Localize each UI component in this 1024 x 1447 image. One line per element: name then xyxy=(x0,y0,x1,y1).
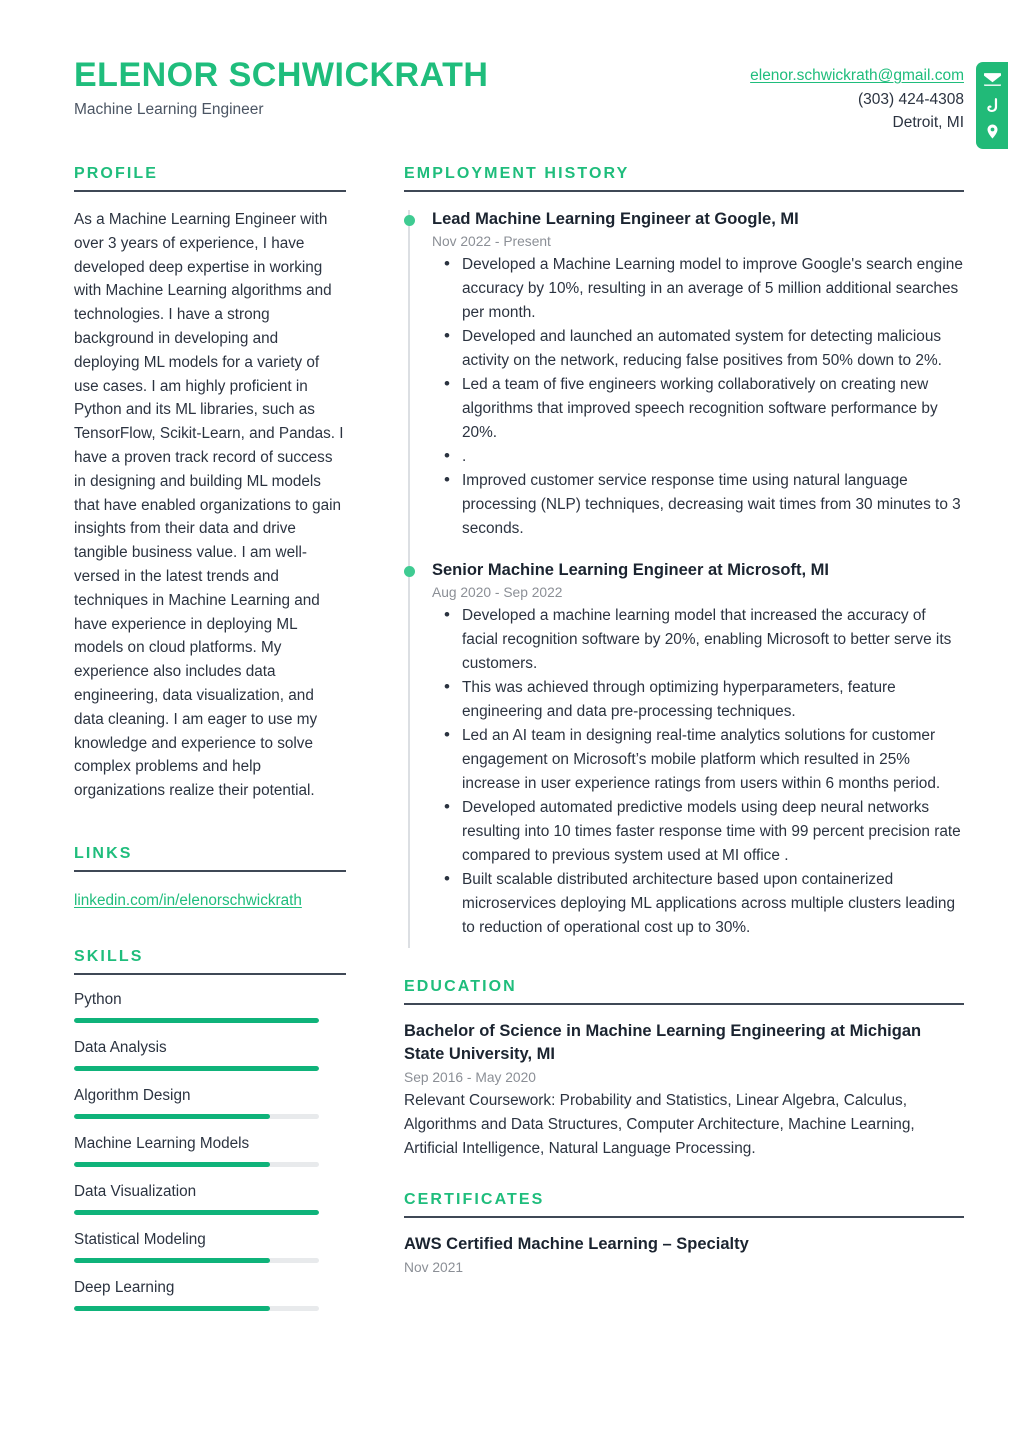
skill-item xyxy=(74,1181,346,1215)
education-degree: Bachelor of Science in Machine Learning Engineering at Michigan State University, MI xyxy=(404,1022,922,1063)
section-divider xyxy=(74,870,346,872)
list-item: • Led a team of five engineers working collaboratively on creating new algorithms that improved speech recognition software performance by 20%. xyxy=(432,373,964,445)
contact-lines xyxy=(750,62,976,135)
list-item: • Led an AI team in designing real-time analytics solutions for customer engagement on Microsoft’s mobile platform which resulted in 25% increase in user experience ratings from users within 6 months period. xyxy=(432,724,964,796)
skill-label: Data Visualization xyxy=(74,1182,197,1200)
spacer xyxy=(404,1161,964,1191)
skill-item xyxy=(74,1133,346,1167)
skill-bar-fill xyxy=(74,1306,270,1311)
skill-item xyxy=(74,1085,346,1119)
list-item: • . xyxy=(432,445,964,469)
skill-bar-fill xyxy=(74,1066,319,1071)
skill-label: Python xyxy=(74,990,122,1008)
list-item: • Developed a machine learning model that increased the accuracy of facial recognition software by 20%, enabling Microsoft to better serve its customers. xyxy=(432,604,964,676)
section-divider xyxy=(74,973,346,975)
list-item: • Developed a Machine Learning model to improve Google's search engine accuracy by 10%, resulting in an average of 5 million additional searches per month. xyxy=(432,253,964,325)
skill-bar-fill xyxy=(74,1162,270,1167)
skill-bar-fill xyxy=(74,1210,319,1215)
employment-title: Senior Machine Learning Engineer at Microsoft, MI xyxy=(432,561,829,579)
list-item: • Developed automated predictive models using deep neural networks resulting into 10 times faster response time with 99 percent precision rate compared to previous system used at MI office . xyxy=(432,796,964,868)
section-heading-education: EDUCATION xyxy=(404,978,517,995)
education-coursework: Relevant Coursework: Probability and Statistics, Linear Algebra, Calculus, Algorithms and Data Structures, Computer Architecture, Machine Learning, Artificial Intelligence, Natural Language Processing. xyxy=(404,1092,915,1157)
skill-label: Statistical Modeling xyxy=(74,1230,206,1248)
section-profile xyxy=(74,165,346,803)
skill-item xyxy=(74,1229,346,1263)
skill-bar-track xyxy=(74,1258,319,1263)
contact-icon-rail xyxy=(976,62,1008,149)
profile-summary-text: As a Machine Learning Engineer with over 3 years of experience, I have developed deep expertise in working with Machine Learning algorithms and technologies. I have a strong background in developing and deploying ML models for a variety of use cases. I am highly proficient in Python and its ML libraries, such as TensorFlow, Scikit-Learn, and Pandas. I have a proven track record of success in designing and building ML models that have enabled organizations to gain insights from their data and drive tangible business value. I am well-versed in the latest trends and techniques in Machine Learning and have experience in deploying ML models on cloud platforms. My experience also includes data engineering, data visualization, and data cleaning. I am eager to use my knowledge and experience to solve complex problems and help organizations realize their potential. xyxy=(74,211,344,800)
name-block xyxy=(74,58,488,119)
skill-bar-track xyxy=(74,1018,319,1023)
employment-dates: Nov 2022 - Present xyxy=(432,234,551,249)
section-heading-links: LINKS xyxy=(74,844,133,862)
contact-email[interactable]: elenor.schwickrath@gmail.com xyxy=(750,67,964,84)
section-heading-employment: EMPLOYMENT HISTORY xyxy=(404,165,630,182)
envelope-icon xyxy=(981,69,1003,89)
employment-dates: Aug 2020 - Sep 2022 xyxy=(432,585,563,600)
employment-bullet-list xyxy=(432,253,964,541)
list-item: • Improved customer service response time using natural language processing (NLP) techniques, decreasing wait times from 30 minutes to 3 seconds. xyxy=(432,469,964,541)
section-heading-certificates: CERTIFICATES xyxy=(404,1191,545,1208)
education-dates: Sep 2016 - May 2020 xyxy=(404,1070,536,1085)
certificate-date: Nov 2021 xyxy=(404,1260,464,1275)
skill-bar-track xyxy=(74,1162,319,1167)
skill-bar-track xyxy=(74,1066,319,1071)
skill-bar-track xyxy=(74,1306,319,1311)
link-item-linkedin[interactable]: linkedin.com/in/elenorschwickrath xyxy=(74,891,302,909)
employment-title: Lead Machine Learning Engineer at Google, MI xyxy=(432,210,799,228)
section-divider xyxy=(404,190,964,192)
certificate-entry xyxy=(404,1233,964,1275)
skill-bar-track xyxy=(74,1210,319,1215)
section-employment-history xyxy=(404,165,964,948)
page-title: ELENOR SCHWICKRATH xyxy=(74,56,489,94)
skill-item xyxy=(74,989,346,1023)
timeline-dot-icon xyxy=(404,215,415,226)
spacer xyxy=(74,912,346,948)
employment-timeline xyxy=(404,208,964,948)
resume-body xyxy=(0,165,1024,1311)
list-item: • Built scalable distributed architecture based upon containerized microservices deploying ML applications across multiple clusters leading to reduction of operational cost up to 30%. xyxy=(432,868,964,940)
section-heading-profile: PROFILE xyxy=(74,165,159,182)
section-education xyxy=(404,978,964,1161)
list-item: • This was achieved through optimizing hyperparameters, feature engineering and data pre-processing techniques. xyxy=(432,676,964,724)
resume-header xyxy=(0,0,1024,165)
main-column xyxy=(346,165,964,1275)
skill-label: Algorithm Design xyxy=(74,1086,191,1104)
section-links xyxy=(74,845,346,912)
contact-block xyxy=(750,62,964,149)
skill-label: Deep Learning xyxy=(74,1278,175,1296)
timeline-dot-icon xyxy=(404,566,415,577)
list-item: • Developed and launched an automated system for detecting malicious activity on the network, reducing false positives from 50% down to 2%. xyxy=(432,325,964,373)
contact-phone: (303) 424-4308 xyxy=(858,90,964,108)
employment-entry xyxy=(432,559,964,948)
contact-location: Detroit, MI xyxy=(892,114,964,131)
section-certificates xyxy=(404,1191,964,1275)
certificate-name: AWS Certified Machine Learning – Specialty xyxy=(404,1235,749,1253)
skill-label: Machine Learning Models xyxy=(74,1134,250,1152)
section-divider xyxy=(74,190,346,192)
skill-item xyxy=(74,1037,346,1071)
skill-label: Data Analysis xyxy=(74,1038,167,1056)
skill-bar-track xyxy=(74,1114,319,1119)
section-divider xyxy=(404,1216,964,1218)
employment-entry xyxy=(432,208,964,549)
skill-bar-fill xyxy=(74,1018,319,1023)
skill-item xyxy=(74,1277,346,1311)
section-heading-skills: SKILLS xyxy=(74,947,144,965)
spacer xyxy=(74,803,346,845)
map-pin-icon xyxy=(981,121,1003,141)
spacer xyxy=(404,948,964,978)
employment-bullet-list xyxy=(432,604,964,940)
sidebar-column xyxy=(74,165,346,1311)
skill-bar-fill xyxy=(74,1258,270,1263)
phone-icon xyxy=(981,95,1003,115)
education-entry xyxy=(404,1020,964,1161)
job-title-subtitle: Machine Learning Engineer xyxy=(74,100,264,118)
skill-bar-fill xyxy=(74,1114,270,1119)
section-skills xyxy=(74,948,346,1311)
section-divider xyxy=(404,1003,964,1005)
